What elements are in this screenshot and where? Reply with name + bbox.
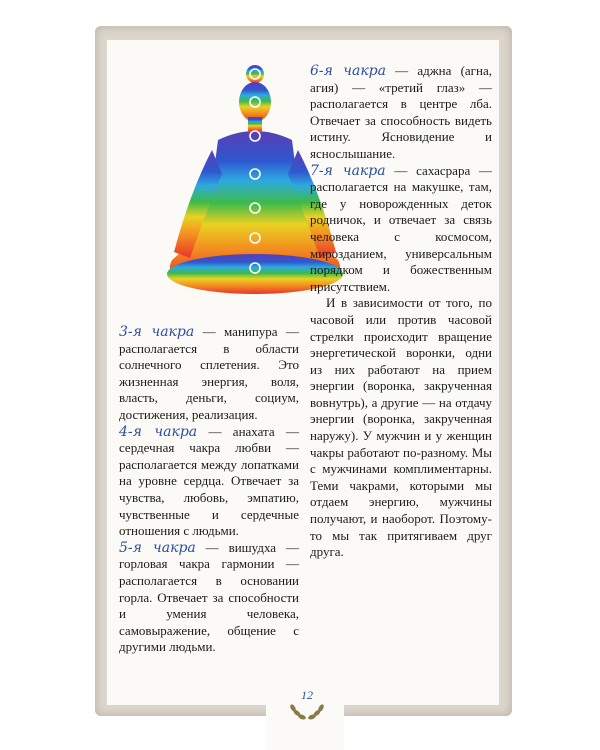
chakra-5 — [119, 540, 299, 656]
chakra-3-text: — манипура — располагается в области солнечного сплетения. Это жизненная энергия, воля, власть, деньги, социум, достижения, реализация. — [119, 324, 299, 422]
chakra-7-text: — сахасрара — располагается на макушке, там, где у новорожденных деток родничок, и отвечает за связь человека с космосом, мирозданием, универсальным порядком и божественным присутствием. — [310, 162, 492, 294]
chakra-5-heading: 5-я чакра — [119, 539, 196, 556]
rotation-paragraph: И в зависимости от того, по часовой или против часовой стрелки происходит вращение энергетической воронки, одни из них работают на прием энергии (воронка, закрученная вовнутрь), а другие — на отдачу энергии (воронка, закрученная наружу). У мужчин и у женщин чакры работают по-разному. Мы с мужчинами комплиментарны. Теми чакрами, которыми мы отдаем энергию, мужчины получают, и наоборот. Поэтому-то мы так притягиваем друг друга. — [310, 295, 492, 560]
chakra-6-heading: 6-я чакра — [310, 63, 386, 79]
chakra-4-heading: 4-я чакра — [119, 423, 198, 440]
chakra-4 — [119, 424, 299, 540]
right-column — [310, 63, 492, 561]
chakra-4-text: — анахата — сердечная чакра любви — располагается между лопатками на уровне сердца. Отвечает за чувства, любовь, эмпатию, чувственные и сердечные отношения с людьми. — [119, 423, 299, 539]
chakra-3-heading: 3-я чакра — [119, 324, 195, 340]
laurel-icon — [285, 700, 329, 722]
chakra-6-text: — аджна (агна, агия) — «третий глаз» — располагается в центре лба. Отвечает за способность видеть истину. Ясновидение и яснослышание. — [310, 63, 492, 161]
chakra-3 — [119, 324, 299, 424]
chakra-7-heading: 7-я чакра — [310, 162, 386, 179]
chakra-6 — [310, 63, 492, 163]
chakra-5-text: — вишудха — горловая чакра гармонии — располагается в основании горла. Отвечает за способности и умения человека, самовыражение, общение с другими людьми. — [119, 539, 299, 655]
page-number: 12 — [301, 688, 313, 702]
chakra-7 — [310, 163, 492, 296]
left-column — [119, 324, 299, 656]
